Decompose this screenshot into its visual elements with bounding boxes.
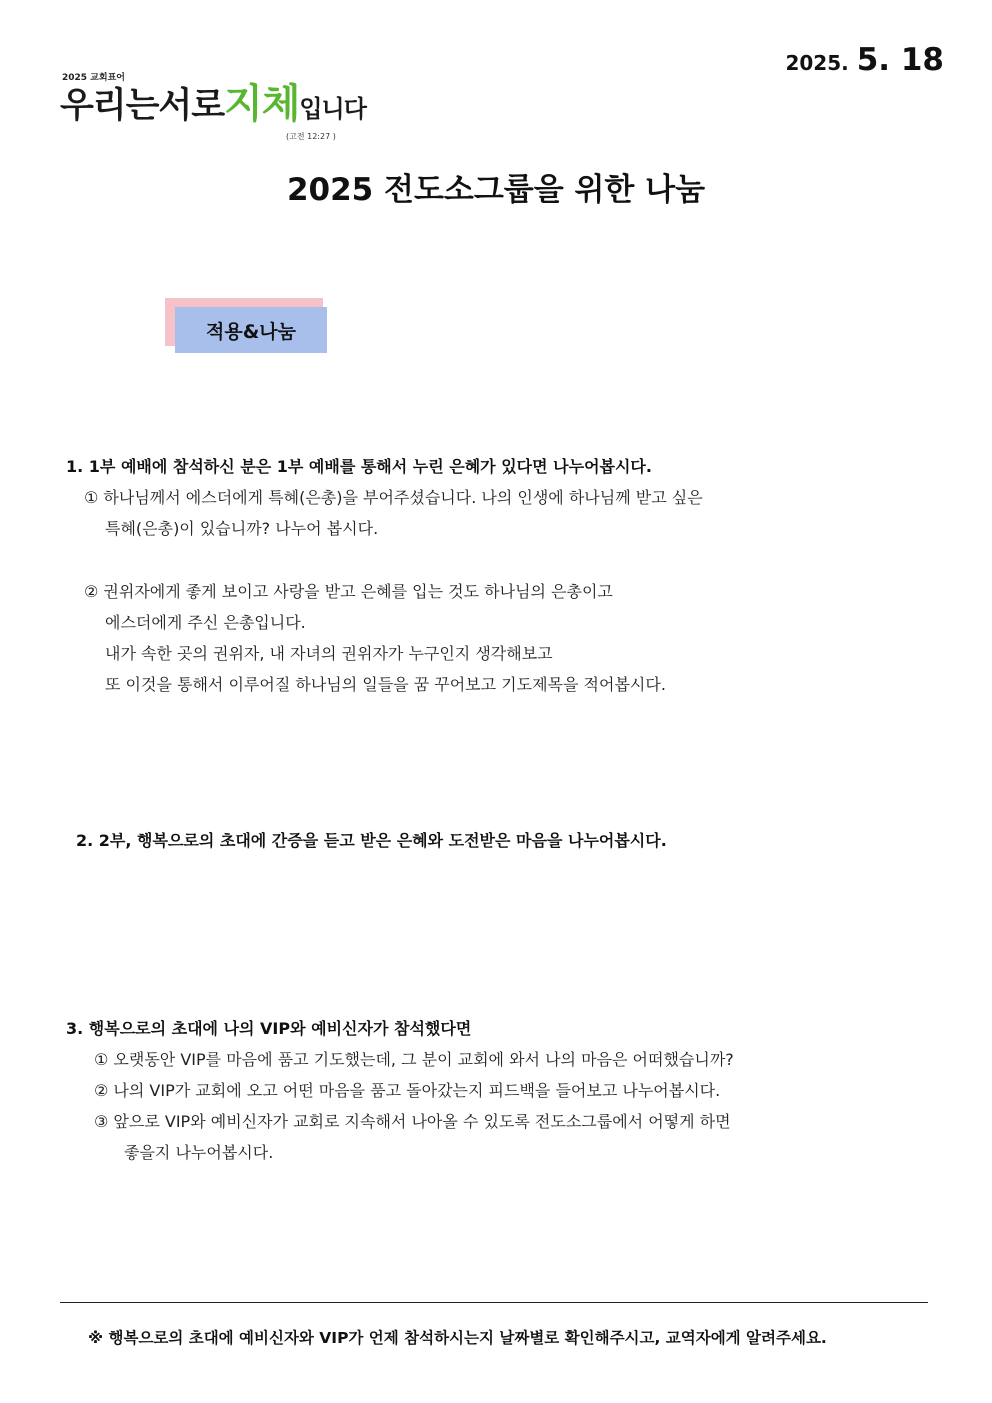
question-3-line: ③ 앞으로 VIP와 예비신자가 교회로 지속해서 나아올 수 있도록 전도소그룹에서 어떻게 하면 xyxy=(94,1112,731,1131)
question-3-line: ② 나의 VIP가 교회에 오고 어떤 마음을 품고 돌아갔는지 피드백을 들어보고 나누어봅시다. xyxy=(94,1081,721,1100)
question-1-line: 또 이것을 통해서 이루어질 하나님의 일들을 꿈 꾸어보고 기도제목을 적어봅시다. xyxy=(105,675,666,694)
question-1-line: 특혜(은총)이 있습니까? 나누어 봅시다. xyxy=(105,519,379,538)
question-2-heading: 2. 2부, 행복으로의 초대에 간증을 듣고 받은 은혜와 도전받은 마음을 나누어봅시다. xyxy=(76,831,667,850)
date-year: 2025. xyxy=(785,51,849,75)
question-3-line: ① 오랫동안 VIP를 마음에 품고 기도했는데, 그 분이 교회에 와서 나의 마음은 어떠했습니까? xyxy=(94,1050,734,1069)
question-3-line: 좋을지 나누어봅시다. xyxy=(124,1143,274,1162)
document-date xyxy=(785,42,944,78)
logo-text-part1: 우리는서로 xyxy=(60,86,225,126)
logo-year-label: 2025 교회표어 xyxy=(62,73,125,83)
footer-divider xyxy=(60,1302,928,1303)
question-1-heading: 1. 1부 예배에 참석하신 분은 1부 예배를 통해서 누린 은혜가 있다면 나누어봅시다. xyxy=(66,457,652,476)
logo-text-part3: 입니다 xyxy=(299,95,366,123)
question-1-line: ① 하나님께서 에스더에게 특혜(은총)을 부어주셨습니다. 나의 인생에 하나님께 받고 싶은 xyxy=(84,488,703,507)
question-1-line: ② 권위자에게 좋게 보이고 사랑을 받고 은혜를 입는 것도 하나님의 은총이고 xyxy=(84,582,613,601)
logo-bible-reference: (고전 12:27 ) xyxy=(286,132,336,141)
church-motto-logo xyxy=(60,82,366,131)
question-1-line: 내가 속한 곳의 권위자, 내 자녀의 권위자가 누구인지 생각해보고 xyxy=(105,644,553,663)
date-month-day: 5. 18 xyxy=(856,42,944,78)
question-3-heading: 3. 행복으로의 초대에 나의 VIP와 예비신자가 참석했다면 xyxy=(66,1019,472,1038)
page-title: 2025 전도소그룹을 위한 나눔 xyxy=(286,172,706,208)
logo-text-part2: 지체 xyxy=(224,81,300,127)
footer-note: ※ 행복으로의 초대에 예비신자와 VIP가 언제 참석하시는지 날짜별로 확인해주시고, 교역자에게 알려주세요. xyxy=(88,1329,827,1347)
section-tag: 적용&나눔 xyxy=(175,307,327,353)
question-1-line: 에스더에게 주신 은총입니다. xyxy=(105,613,306,632)
